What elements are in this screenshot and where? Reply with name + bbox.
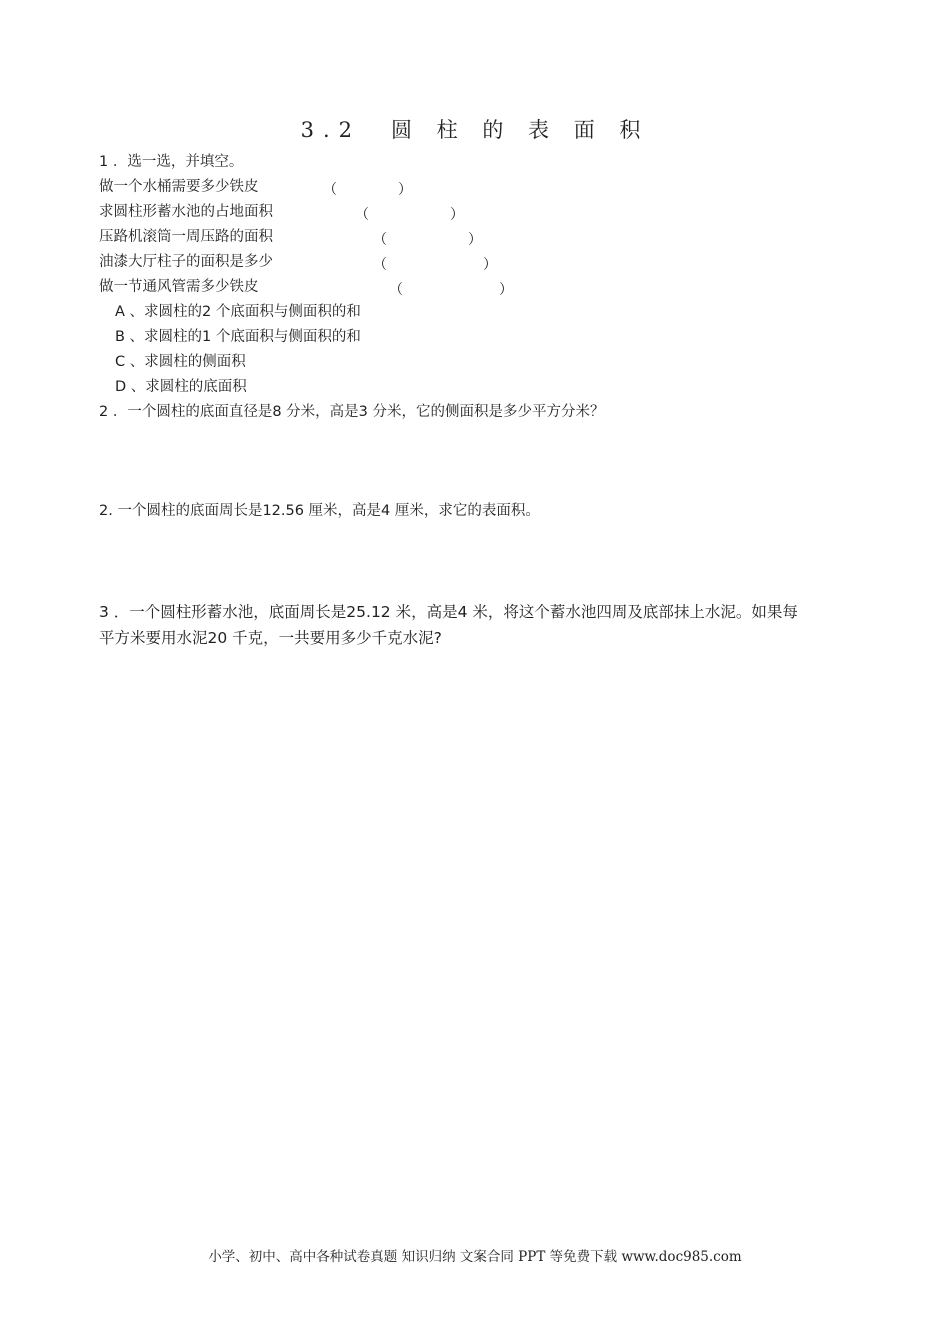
answer-paren-close-3: ） — [468, 232, 482, 248]
question-1-item-2: 求圆柱形蓄水池的占地面积 — [99, 204, 273, 220]
question-1-item-5: 做一节通风管需多少铁皮 — [99, 279, 259, 295]
answer-paren-open-3: （ — [373, 232, 387, 248]
question-3-line-1: 3 ．一个圆柱形蓄水池，底面周长是25.12 米，高是4 米，将这个蓄水池四周及底部抹上水泥。如果每 — [99, 603, 798, 621]
page-title: 3.2 圆 柱 的 表 面 积 — [300, 118, 650, 142]
answer-paren-open-5: （ — [389, 282, 403, 298]
option-b: B 、求圆柱的1 个底面积与侧面积的和 — [115, 329, 361, 345]
question-2b: 2. 一个圆柱的底面周长是12.56 厘米，高是4 厘米，求它的表面积。 — [99, 503, 540, 519]
answer-paren-open-2: （ — [355, 207, 369, 223]
answer-paren-close-5: ） — [499, 282, 513, 298]
answer-paren-close-1: ） — [398, 182, 412, 198]
option-a: A 、求圆柱的2 个底面积与侧面积的和 — [115, 304, 361, 320]
option-d: D 、求圆柱的底面积 — [115, 379, 247, 395]
question-3-line-2: 平方米要用水泥20 千克，一共要用多少千克水泥? — [99, 629, 442, 647]
answer-paren-open-1: （ — [323, 182, 337, 198]
answer-paren-close-2: ） — [450, 207, 464, 223]
page-footer: 小学、初中、高中各种试卷真题 知识归纳 文案合同 PPT 等免费下载 www.doc985.com — [208, 1249, 742, 1265]
question-1-header: 1 ．选一选，并填空。 — [99, 154, 244, 170]
question-2: 2 ．一个圆柱的底面直径是8 分米，高是3 分米，它的侧面积是多少平方分米？ — [99, 404, 605, 420]
question-1-item-1: 做一个水桶需要多少铁皮 — [99, 179, 259, 195]
question-1-item-3: 压路机滚筒一周压路的面积 — [99, 229, 273, 245]
answer-paren-open-4: （ — [373, 257, 387, 273]
question-1-item-4: 油漆大厅柱子的面积是多少 — [99, 254, 273, 270]
option-c: C 、求圆柱的侧面积 — [115, 354, 246, 370]
answer-paren-close-4: ） — [483, 257, 497, 273]
